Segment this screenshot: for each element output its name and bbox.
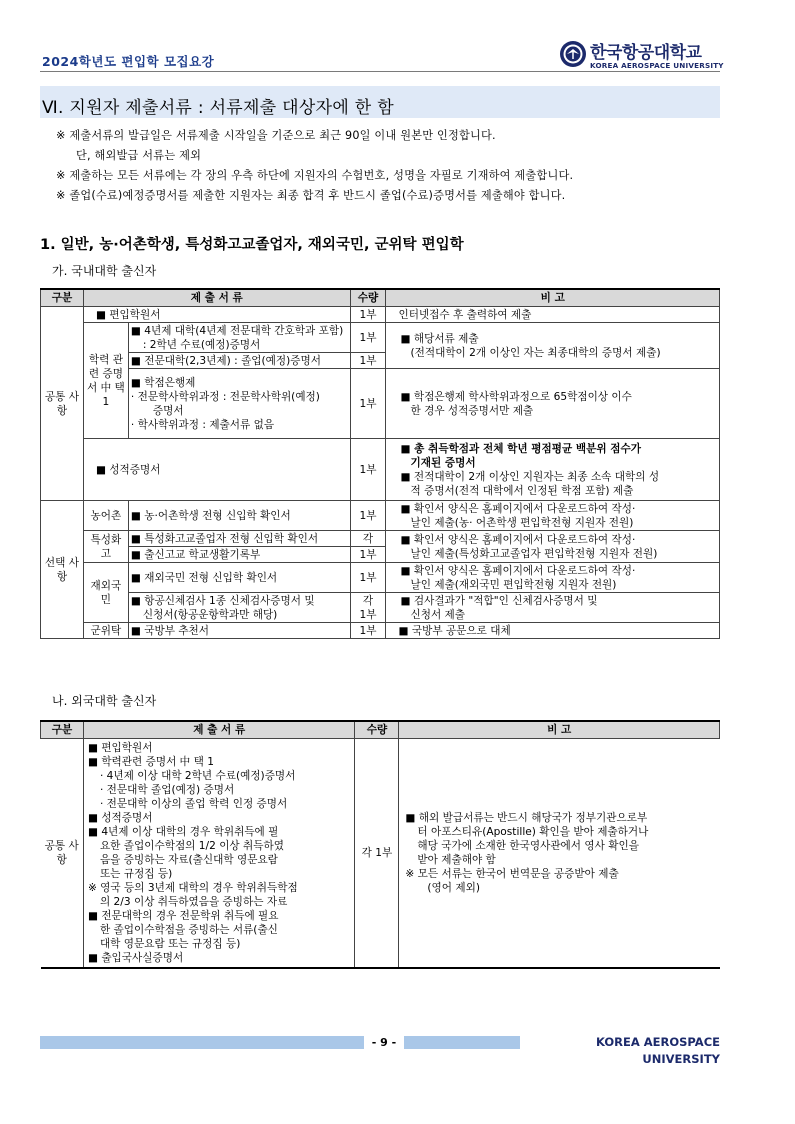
table-row: [41, 593, 720, 623]
list-item: ■ 4년제 이상 대학의 경우 학위취득에 필: [87, 826, 279, 838]
col-remarks: 비 고: [386, 289, 720, 307]
foreign-docs-list: [83, 739, 355, 969]
note-line-3: ※ 제출하는 모든 서류에는 각 장의 우측 하단에 지원자의 수험번호, 성명을 자필로 기재하여 제출합니다.: [56, 169, 574, 182]
rural-category: 농어촌: [83, 501, 128, 531]
qty-cell: 1부: [350, 563, 386, 593]
col-remarks: 비 고: [399, 721, 720, 739]
note-line-2: 단, 해외발급 서류는 제외: [76, 149, 202, 162]
table-row: [41, 623, 720, 639]
note-line-4: ※ 졸업(수료)예정증명서를 제출한 지원자는 최종 합격 후 반드시 졸업(수료)증명서를 제출해야 합니다.: [56, 189, 566, 202]
subsection-heading: 1. 일반, 농·어촌학생, 특성화고교졸업자, 재외국민, 군위탁 편입학: [40, 237, 464, 253]
university-emblem-icon: [559, 40, 587, 68]
table-row: [41, 501, 720, 531]
remark-cell: ■ 해당서류 제출 (전적대학이 2개 이상인 자는 최종대학의 증명서 제출): [386, 323, 720, 369]
note-line-1: ※ 제출서류의 발급일은 서류제출 시작일을 기준으로 최근 90일 이내 원본만 인정합니다.: [56, 129, 496, 142]
list-item: 또는 규정집 등): [99, 868, 173, 880]
table-row: [41, 439, 720, 501]
foreign-remarks: ■ 해외 발급서류는 반드시 해당국가 정부기관으로부 터 아포스티유(Apostille) 확인을 받아 제출하거나 해당 국가에 소재한 한국영사관에서 영사 확인을 받아 제출해야 함 ※ 모든 서류는 한국어 번역문을 공증받아 제출 (영어 제외): [399, 739, 720, 969]
list-item: 한 졸업이수학점을 증빙하는 서류(출신: [99, 924, 278, 936]
logo-korean-text: 한국항공대학교: [590, 43, 702, 63]
col-category: 구분: [41, 289, 84, 307]
list-item: 음을 증빙하는 자료(출신대학 영문요람: [99, 854, 278, 866]
table-row: [41, 323, 720, 353]
doc-junior-college: ■ 전문대학(2,3년제) : 졸업(예정)증명서: [128, 353, 350, 369]
list-item: · 4년제 이상 대학 2학년 수료(예정)증명서: [99, 770, 296, 782]
list-item: ■ 성적증명서: [87, 812, 153, 824]
qty-cell: 1부: [350, 439, 386, 501]
doc-transcript: ■ 성적증명서: [83, 439, 350, 501]
qty-cell: 각: [350, 531, 386, 547]
doc-vocational-confirmation: ■ 특성화고교졸업자 전형 신입학 확인서: [128, 531, 350, 547]
remark-cell: ■ 총 취득학점과 전체 학년 평점평균 백분위 점수가 기재된 증명서 ■ 전적대학이 2개 이상인 지원자는 최종 소속 대학의 성 적 증명서(전적 대학에서 인정된 학점 포함) 제출: [386, 439, 720, 501]
doc-rural-confirmation: ■ 농·어촌학생 전형 신입학 확인서: [128, 501, 350, 531]
document-title: 2024학년도 편입학 모집요강: [42, 54, 215, 69]
table-row: [41, 563, 720, 593]
select-category-cell: 선택 사항: [41, 501, 84, 639]
part-b-heading: 나. 외국대학 출신자: [52, 694, 157, 708]
col-category: 구분: [41, 721, 84, 739]
foreign-documents-table: [40, 720, 720, 969]
footer-university-name: KOREA AEROSPACE UNIVERSITY: [520, 1034, 720, 1051]
part-a-heading: 가. 국내대학 출신자: [52, 264, 157, 278]
col-quantity: 수량: [355, 721, 399, 739]
col-documents: 제 출 서 류: [83, 289, 350, 307]
remark-cell: 인터넷접수 후 출력하여 제출: [386, 307, 720, 323]
remark-cell: ■ 확인서 양식은 홈페이지에서 다운로드하여 작성· 날인 제출(특성화고교졸업자 편입학전형 지원자 전원): [386, 531, 720, 563]
qty-cell: 1부: [350, 353, 386, 369]
qty-cell: 1부: [350, 623, 386, 639]
table-header-row: [41, 289, 720, 307]
remark-cell: ■ 확인서 양식은 홈페이지에서 다운로드하여 작성· 날인 제출(농· 어촌학생 편입학전형 지원자 전원): [386, 501, 720, 531]
page-number: - 9 -: [364, 1036, 404, 1049]
remark-cell: ■ 학점은행제 학사학위과정으로 65학점이상 이수 한 경우 성적증명서만 제출: [386, 369, 720, 439]
table-row: [41, 531, 720, 547]
list-item: 요한 졸업이수학점의 1/2 이상 취득하였: [99, 840, 284, 852]
list-item: ■ 출입국사실증명서: [87, 952, 184, 964]
table-row: [41, 739, 720, 969]
qty-cell: 각 1부: [355, 739, 399, 969]
list-item: ■ 편입학원서: [87, 742, 153, 754]
remark-cell: ■ 검사결과가 "적합"인 신체검사증명서 및 신청서 제출: [386, 593, 720, 623]
table-row: [41, 307, 720, 323]
military-category: 군위탁: [83, 623, 128, 639]
col-documents: 제 출 서 류: [83, 721, 355, 739]
list-item: ■ 전문대학의 경우 전문학위 취득에 필요: [87, 910, 279, 922]
qty-cell: 각 1부: [350, 593, 386, 623]
qty-cell: 1부: [350, 369, 386, 439]
list-item: 의 2/3 이상 취득하였음을 증빙하는 자료: [99, 896, 288, 908]
table-row: [41, 369, 720, 439]
remark-cell: ■ 국방부 공문으로 대체: [386, 623, 720, 639]
remark-cell: ■ 확인서 양식은 홈페이지에서 다운로드하여 작성· 날인 제출(재외국민 편입학전형 지원자 전원): [386, 563, 720, 593]
qty-cell: 1부: [350, 307, 386, 323]
qty-cell: 1부: [350, 501, 386, 531]
doc-4year-completion: ■ 4년제 대학(4년제 전문대학 간호학과 포함) : 2학년 수료(예정)증명서: [128, 323, 350, 353]
logo-english-text: KOREA AEROSPACE UNIVERSITY: [590, 61, 724, 70]
doc-school-record: ■ 출신고교 학교생활기록부: [128, 547, 350, 563]
list-item: ■ 학력관련 증명서 中 택 1: [87, 756, 214, 768]
common-category-cell: 공통 사항: [41, 739, 84, 969]
doc-mnd-recommendation: ■ 국방부 추천서: [128, 623, 350, 639]
table-header-row: [41, 721, 720, 739]
doc-credit-bank: ■ 학점은행제 · 전문학사학위과정 : 전문학사학위(예정) 증명서 · 학사학위과정 : 제출서류 없음: [128, 369, 350, 439]
section-title: Ⅵ. 지원자 제출서류 : 서류제출 대상자에 한 함: [42, 98, 394, 118]
common-category-cell: 공통 사항: [41, 307, 84, 501]
overseas-category: 재외국민: [83, 563, 128, 623]
list-item: ※ 영국 등의 3년제 대학의 경우 학위취득학점: [87, 882, 298, 894]
qty-cell: 1부: [350, 323, 386, 353]
doc-overseas-confirmation: ■ 재외국민 전형 신입학 확인서: [128, 563, 350, 593]
list-item: 대학 영문요람 또는 규정집 등): [99, 938, 241, 950]
list-item: · 전문대학 졸업(예정) 증명서: [99, 784, 235, 796]
qty-cell: 1부: [350, 547, 386, 563]
list-item: · 전문대학 이상의 졸업 학력 인정 증명서: [99, 798, 288, 810]
domestic-documents-table: [40, 288, 720, 639]
academic-group-cell: 학력 관련 증명서 中 택 1: [83, 323, 128, 439]
doc-application: ■ 편입학원서: [83, 307, 350, 323]
header-divider: [40, 71, 720, 72]
col-quantity: 수량: [350, 289, 386, 307]
vocational-category: 특성화고: [83, 531, 128, 563]
doc-medical-certificate: ■ 항공신체검사 1종 신체검사증명서 및 신청서(항공운항학과만 해당): [128, 593, 350, 623]
